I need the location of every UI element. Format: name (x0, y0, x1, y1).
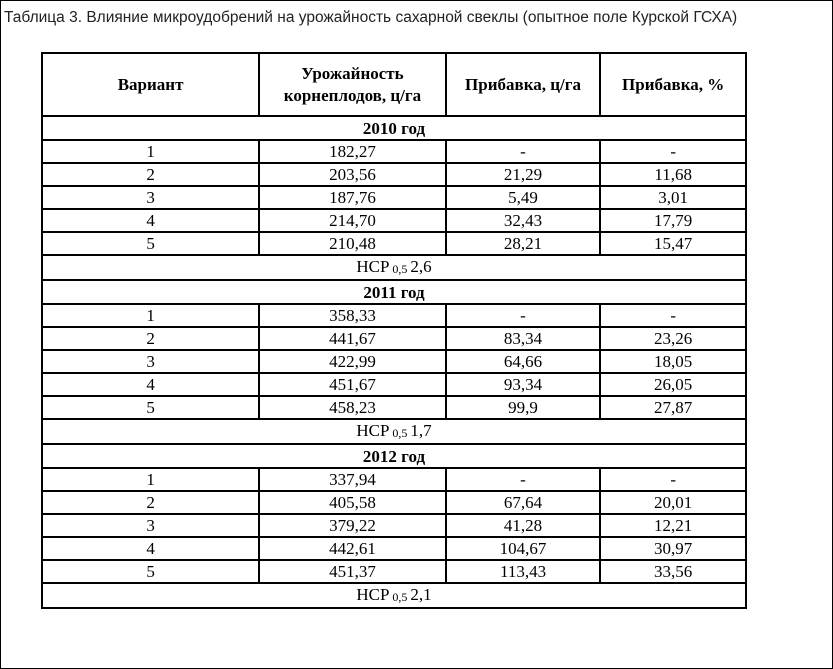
cell-gain-cha: 64,66 (446, 350, 601, 373)
cell-gain-pct: 20,01 (600, 491, 746, 514)
cell-gain-cha: - (446, 140, 601, 163)
cell-variant: 5 (42, 560, 259, 583)
nsr-value: 1,7 (410, 421, 432, 440)
nsr-subscript: 0,5 (392, 426, 408, 440)
cell-gain-cha: 5,49 (446, 186, 601, 209)
cell-yield: 210,48 (259, 232, 446, 255)
cell-gain-pct: 11,68 (600, 163, 746, 186)
cell-variant: 3 (42, 186, 259, 209)
cell-gain-cha: 67,64 (446, 491, 601, 514)
cell-gain-pct: 30,97 (600, 537, 746, 560)
cell-yield: 187,76 (259, 186, 446, 209)
table-row (42, 560, 746, 583)
header-row (42, 53, 746, 116)
header-variant: Вариант (42, 53, 259, 116)
cell-variant: 3 (42, 514, 259, 537)
nsr-value: 2,1 (410, 585, 432, 604)
cell-gain-pct: 33,56 (600, 560, 746, 583)
cell-gain-pct: 18,05 (600, 350, 746, 373)
cell-gain-pct: 23,26 (600, 327, 746, 350)
nsr-cell (42, 255, 746, 280)
table-row (42, 350, 746, 373)
cell-gain-cha: 99,9 (446, 396, 601, 419)
cell-variant: 4 (42, 209, 259, 232)
cell-gain-pct: - (600, 468, 746, 491)
cell-variant: 1 (42, 304, 259, 327)
header-yield (259, 53, 446, 116)
table-row (42, 514, 746, 537)
cell-yield: 441,67 (259, 327, 446, 350)
cell-gain-cha: - (446, 468, 601, 491)
table-caption: Таблица 3. Влияние микроудобрений на урожайность сахарной свеклы (опытное поле Курской ГСХА) (4, 9, 738, 26)
cell-variant: 3 (42, 350, 259, 373)
cell-variant: 4 (42, 537, 259, 560)
cell-gain-pct: - (600, 140, 746, 163)
nsr-cell (42, 419, 746, 444)
cell-gain-cha: 83,34 (446, 327, 601, 350)
cell-yield: 203,56 (259, 163, 446, 186)
cell-gain-pct: 15,47 (600, 232, 746, 255)
nsr-row (42, 583, 746, 608)
table-row (42, 163, 746, 186)
year-row (42, 444, 746, 468)
cell-gain-cha: 28,21 (446, 232, 601, 255)
cell-yield: 451,67 (259, 373, 446, 396)
cell-gain-cha: 32,43 (446, 209, 601, 232)
nsr-subscript: 0,5 (392, 590, 408, 604)
cell-gain-pct: 12,21 (600, 514, 746, 537)
cell-gain-pct: - (600, 304, 746, 327)
nsr-label: НСР (356, 421, 390, 440)
cell-gain-pct: 3,01 (600, 186, 746, 209)
cell-yield: 182,27 (259, 140, 446, 163)
cell-yield: 422,99 (259, 350, 446, 373)
table-row (42, 209, 746, 232)
year-title: 2010 год (42, 116, 746, 140)
cell-yield: 379,22 (259, 514, 446, 537)
cell-yield: 337,94 (259, 468, 446, 491)
table-row (42, 304, 746, 327)
cell-yield: 442,61 (259, 537, 446, 560)
cell-gain-pct: 27,87 (600, 396, 746, 419)
cell-gain-cha: - (446, 304, 601, 327)
header-yield-line1: Урожайность (301, 63, 404, 83)
cell-gain-cha: 41,28 (446, 514, 601, 537)
cell-variant: 2 (42, 163, 259, 186)
cell-gain-cha: 104,67 (446, 537, 601, 560)
nsr-row (42, 255, 746, 280)
nsr-label: НСР (356, 585, 390, 604)
table-row (42, 491, 746, 514)
year-title: 2012 год (42, 444, 746, 468)
cell-variant: 1 (42, 468, 259, 491)
cell-variant: 5 (42, 396, 259, 419)
year-title: 2011 год (42, 280, 746, 304)
nsr-label: НСР (356, 257, 390, 276)
nsr-row (42, 419, 746, 444)
year-row (42, 116, 746, 140)
cell-variant: 2 (42, 327, 259, 350)
table-row (42, 537, 746, 560)
year-row (42, 280, 746, 304)
cell-yield: 451,37 (259, 560, 446, 583)
cell-yield: 358,33 (259, 304, 446, 327)
cell-gain-cha: 113,43 (446, 560, 601, 583)
cell-variant: 4 (42, 373, 259, 396)
cell-variant: 2 (42, 491, 259, 514)
yield-table (41, 52, 747, 609)
nsr-cell (42, 583, 746, 608)
table-row (42, 327, 746, 350)
header-gain-cha: Прибавка, ц/га (446, 53, 601, 116)
cell-yield: 405,58 (259, 491, 446, 514)
cell-gain-cha: 21,29 (446, 163, 601, 186)
header-yield-line2: корнеплодов, ц/га (283, 85, 422, 105)
header-gain-pct: Прибавка, % (600, 53, 746, 116)
cell-yield: 458,23 (259, 396, 446, 419)
table-row (42, 232, 746, 255)
table-row (42, 186, 746, 209)
cell-variant: 5 (42, 232, 259, 255)
nsr-value: 2,6 (410, 257, 432, 276)
table-row (42, 468, 746, 491)
table-row (42, 396, 746, 419)
table-row (42, 373, 746, 396)
cell-gain-cha: 93,34 (446, 373, 601, 396)
cell-yield: 214,70 (259, 209, 446, 232)
table-row (42, 140, 746, 163)
cell-variant: 1 (42, 140, 259, 163)
cell-gain-pct: 17,79 (600, 209, 746, 232)
nsr-subscript: 0,5 (392, 262, 408, 276)
cell-gain-pct: 26,05 (600, 373, 746, 396)
